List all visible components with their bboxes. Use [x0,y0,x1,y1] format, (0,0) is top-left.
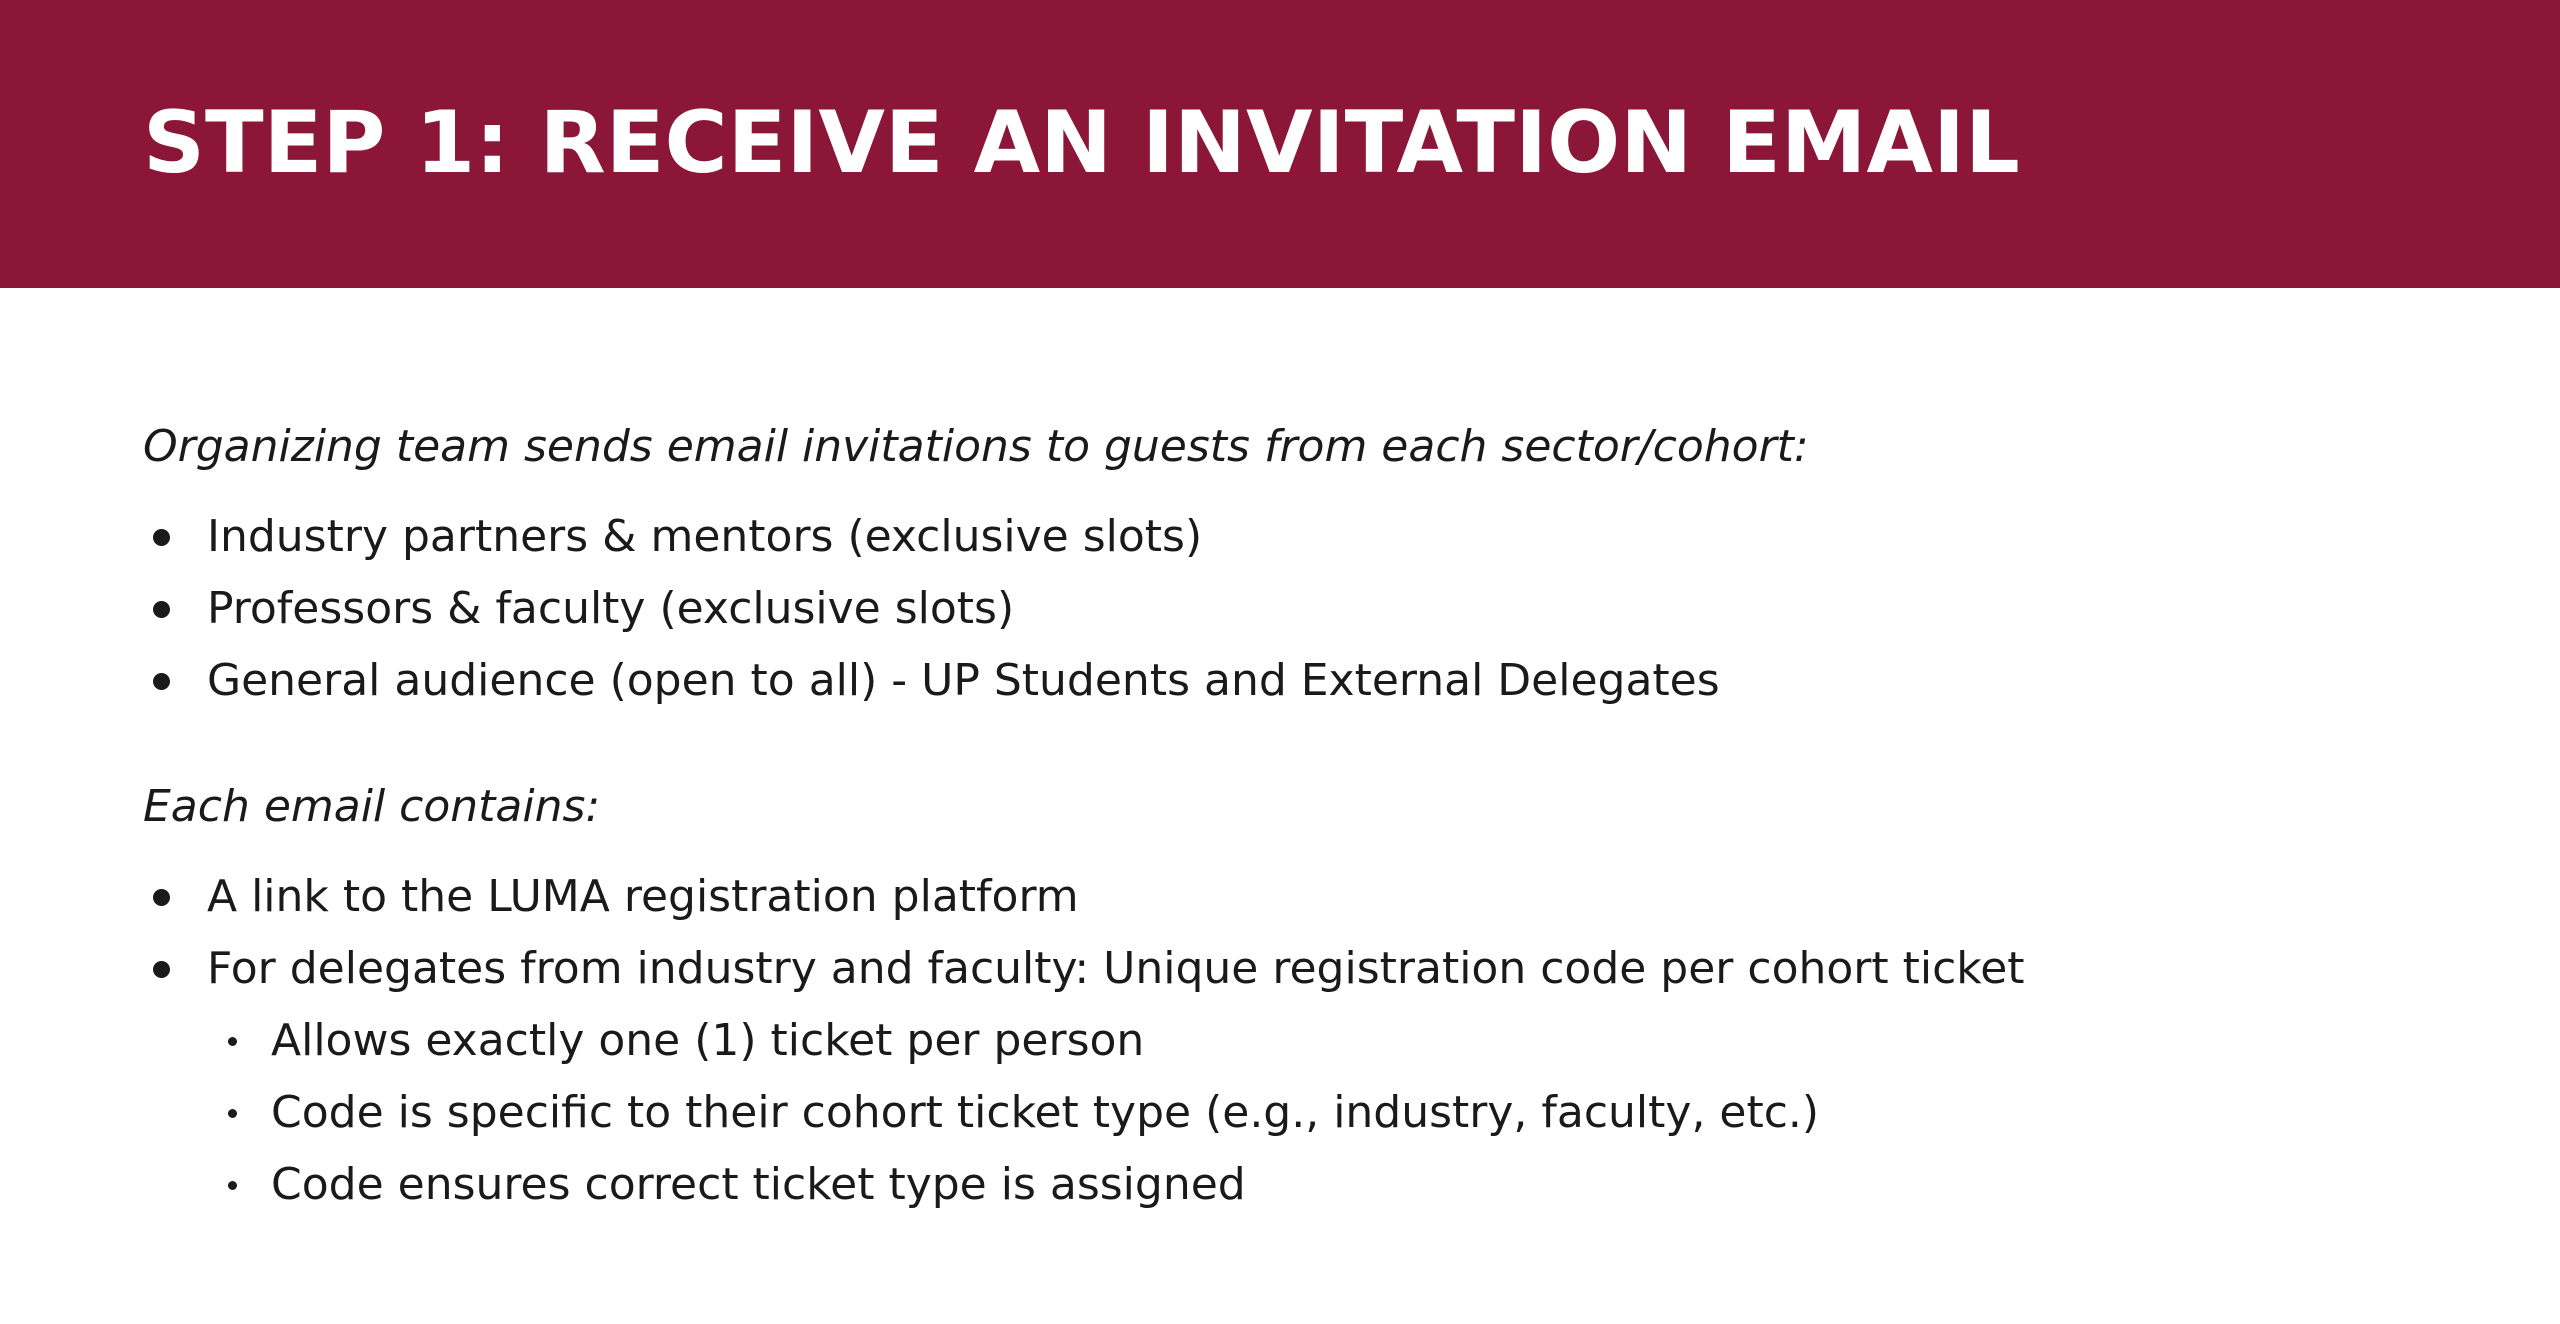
bullet-icon [153,673,170,690]
list-item-text: Professors & faculty (exclusive slots) [207,583,1015,634]
list-item-text: General audience (open to all) - UP Students and External Delegates [207,655,1720,706]
sub-list-item-text: Allows exactly one (1) ticket per person [271,1015,1145,1066]
list-item-text: Industry partners & mentors (exclusive slots) [207,511,1203,562]
list-item-text: For delegates from industry and faculty: Unique registration code per cohort ticket [207,943,2025,994]
list-item-text: A link to the LUMA registration platform [207,871,1079,922]
sub-list-item-text: Code ensures correct ticket type is assigned [271,1159,1246,1210]
bullet-icon [153,961,170,978]
section-intro-email-contents: Each email contains: [143,781,601,832]
sub-bullet-icon [228,1181,237,1190]
sub-bullet-icon [228,1109,237,1118]
bullet-icon [153,889,170,906]
slide-title: STEP 1: RECEIVE AN INVITATION EMAIL [143,93,2020,193]
header-band [0,0,2560,288]
section-intro-invitations: Organizing team sends email invitations to guests from each sector/cohort: [143,421,1809,472]
bullet-icon [153,601,170,618]
sub-list-item-text: Code is specific to their cohort ticket type (e.g., industry, faculty, etc.) [271,1087,1820,1138]
bullet-icon [153,529,170,546]
sub-bullet-icon [228,1037,237,1046]
